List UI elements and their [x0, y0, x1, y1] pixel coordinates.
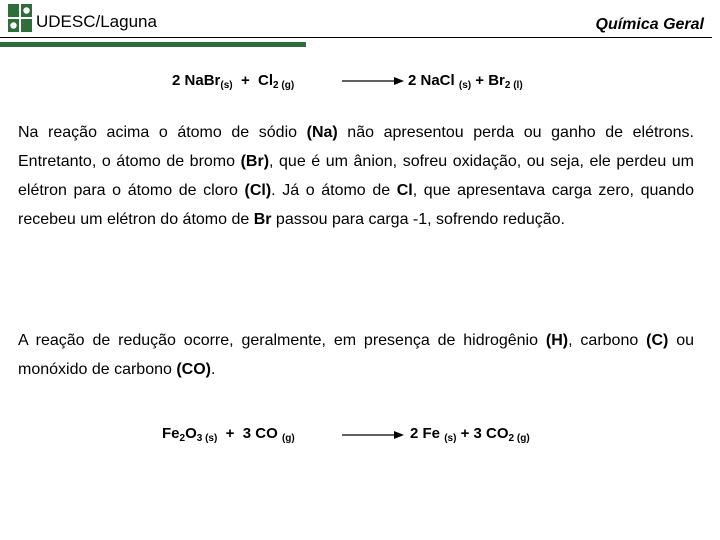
paragraph-text: A reação de redução ocorre, geralmente, em presença de hidrogênio	[18, 332, 546, 349]
equation-1-reactants	[172, 72, 294, 91]
reactant-coefficient: 2 Na	[172, 72, 204, 89]
header-divider	[0, 37, 712, 38]
reactant-bromine: Br	[203, 72, 221, 89]
plus-sign: +	[475, 72, 485, 89]
emphasized-term: (Cl)	[244, 182, 272, 199]
product-iron: 2 Fe	[410, 425, 441, 442]
iron: Fe	[162, 425, 180, 442]
paragraph-text: .	[210, 361, 216, 378]
product-iron-state: (s)	[444, 433, 457, 444]
course-title: Química Geral	[595, 16, 704, 33]
explanation-paragraph-2	[18, 326, 694, 384]
carbon-monoxide: 3 CO	[242, 425, 278, 442]
udesc-logo-icon	[8, 4, 34, 34]
equation-2-reactants	[162, 425, 295, 444]
paragraph-text: , que apresentava carga zero, quando recebeu um elétron do átomo de	[18, 182, 694, 228]
right-arrow-icon	[342, 75, 404, 87]
iron-subscript: 2	[179, 433, 186, 444]
chlorine-subscript: 2 (g)	[273, 80, 295, 91]
reactant-state: (s)	[220, 80, 233, 91]
explanation-paragraph-1	[18, 118, 694, 234]
paragraph-text: ou monóxido de carbono	[18, 332, 695, 378]
header-accent-bar	[0, 42, 306, 47]
chlorine: Cl	[258, 72, 274, 89]
emphasized-term: (H)	[545, 332, 569, 349]
emphasized-term: (Br)	[240, 153, 270, 170]
plus-sign: +	[460, 425, 470, 442]
equation-1-products	[408, 72, 523, 91]
carbon-monoxide-state: (g)	[281, 433, 295, 444]
emphasized-term: Br	[253, 211, 272, 228]
right-arrow-icon	[342, 429, 404, 441]
product-carbon-dioxide: 3 CO	[473, 425, 509, 442]
emphasized-term: (CO)	[176, 361, 211, 378]
product-bromine-subscript: 2 (l)	[504, 80, 523, 91]
product-bromine: Br	[488, 72, 505, 89]
paragraph-text: , que é um ânion, sofreu oxidação, ou seja, ele perdeu um elétron para o átomo de cloro	[18, 153, 694, 199]
paragraph-text: Na reação acima o átomo de sódio	[18, 124, 307, 141]
paragraph-text: passou para carga -1, sofrendo redução.	[271, 211, 565, 228]
oxygen-subscript: 3 (s)	[196, 433, 218, 444]
paragraph-text: , carbono	[568, 332, 647, 349]
product-sodium-chloride: 2 NaCl	[408, 72, 455, 89]
emphasized-term: (C)	[646, 332, 669, 349]
paragraph-text: . Já o átomo de	[271, 182, 397, 199]
institution-title: UDESC/Laguna	[36, 12, 157, 31]
product-state: (s)	[458, 80, 472, 91]
plus-sign: +	[240, 72, 250, 89]
emphasized-term: (Na)	[306, 124, 338, 141]
oxygen: O	[185, 425, 197, 442]
product-carbon-dioxide-subscript: 2 (g)	[508, 433, 530, 444]
emphasized-term: Cl	[396, 182, 413, 199]
equation-2-products	[410, 425, 530, 444]
paragraph-text: não apresentou perda ou ganho de elétrons. Entretanto, o átomo de bromo	[18, 124, 694, 170]
plus-sign: +	[225, 425, 235, 442]
